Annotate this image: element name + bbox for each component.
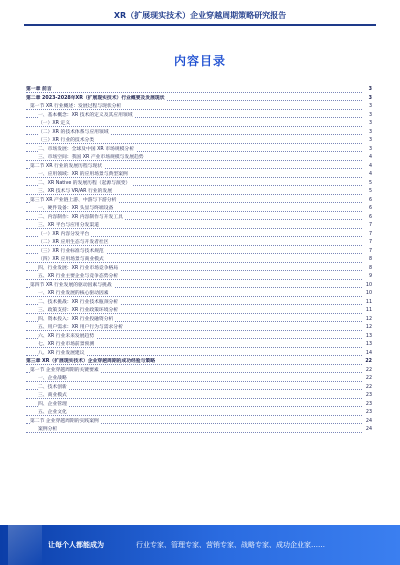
toc-entry-title: （四）XR 应用场景与商业模式 bbox=[38, 257, 104, 262]
toc-entry-title: 第四节 XR 行业发展的驱动因素与挑战 bbox=[30, 282, 112, 288]
toc-entry-title: 一、应用领域：XR 的应用场景与典型案例 bbox=[38, 172, 128, 177]
toc-entry[interactable] bbox=[26, 256, 372, 265]
toc-entry-page: 10 bbox=[365, 282, 372, 291]
toc-entry-title: 三、XR 技术与 VR/AR 行业的发展 bbox=[38, 189, 113, 194]
toc-entry-page: 11 bbox=[365, 299, 372, 308]
toc-entry-title: 六、XR 行业未来发展趋势 bbox=[38, 333, 95, 339]
toc-entry-page: 7 bbox=[368, 222, 372, 231]
toc-entry[interactable] bbox=[26, 333, 372, 342]
toc-entry-title: 二、内容制作：XR 内容制作与开发工具 bbox=[38, 214, 123, 220]
toc-entry-title: 第三章 XR（扩展现实技术）企业穿越周期的成功经验与策略 bbox=[26, 359, 155, 364]
toc-entry[interactable] bbox=[26, 367, 372, 376]
toc-entry-title: （一）XR 内容分发平台 bbox=[38, 231, 90, 237]
toc-entry-title: （二）XR 的技术体系与应用领域 bbox=[38, 129, 109, 135]
toc-entry-title: 第二节 企业穿越周期的实践案例 bbox=[30, 418, 99, 424]
toc-entry-page: 22 bbox=[365, 384, 372, 393]
toc-entry[interactable] bbox=[26, 146, 372, 155]
toc-entry-page: 3 bbox=[368, 137, 372, 146]
toc-entry[interactable] bbox=[26, 282, 372, 291]
toc-entry-title: 四、企业管理 bbox=[38, 401, 67, 407]
toc-entry-page: 23 bbox=[365, 409, 372, 418]
toc-entry-page: 12 bbox=[365, 324, 372, 333]
toc-entry-title: 四、资本投入：XR 行业投融资分析 bbox=[38, 316, 114, 322]
toc-entry-title: 一、XR 行业发展的核心驱动因素 bbox=[38, 291, 109, 296]
toc-entry-page: 8 bbox=[368, 265, 372, 274]
toc-entry-title: 第一章 前言 bbox=[26, 87, 52, 92]
toc-entry-title: 三、XR 平台与应用分发渠道 bbox=[38, 223, 99, 228]
toc-entry[interactable] bbox=[26, 214, 372, 223]
toc-entry[interactable] bbox=[26, 375, 372, 384]
footer-decoration bbox=[8, 525, 42, 565]
toc-entry-title: 一、基本概念：XR 技术的定义及其应用领域 bbox=[38, 112, 133, 118]
toc-entry-title: 四、行业发展：XR 行业市场竞争格局 bbox=[38, 265, 119, 271]
toc-entry[interactable] bbox=[26, 239, 372, 248]
footer-banner bbox=[0, 525, 400, 565]
toc-entry[interactable] bbox=[26, 120, 372, 129]
toc-entry-page: 6 bbox=[368, 205, 372, 214]
toc-entry-title: 一、硬件设备：XR 头显与终端设备 bbox=[38, 206, 114, 211]
toc-entry[interactable] bbox=[26, 409, 372, 418]
toc-entry-page: 22 bbox=[364, 358, 372, 367]
toc-entry-title: 第三节 XR 产业链上游、中游与下游分析 bbox=[30, 197, 117, 203]
toc-entry[interactable] bbox=[26, 384, 372, 393]
toc-entry-title: 二、市场发展：全球及中国 XR 市场规模分析 bbox=[38, 146, 135, 152]
toc-entry[interactable] bbox=[26, 358, 372, 367]
toc-entry-page: 10 bbox=[365, 290, 372, 299]
toc-entry[interactable] bbox=[26, 197, 372, 206]
toc-entry-title: （一）XR 定义 bbox=[38, 121, 71, 126]
toc-entry[interactable] bbox=[26, 180, 372, 189]
toc-entry-title: 五、XR 行业主要企业与竞争态势分析 bbox=[38, 274, 119, 279]
toc-entry-page: 3 bbox=[368, 146, 372, 155]
toc-entry-page: 4 bbox=[368, 163, 372, 172]
toc-entry-title: 五、企业文化 bbox=[38, 410, 67, 415]
toc-entry[interactable] bbox=[26, 273, 372, 282]
toc-entry-title: 二、技术创新 bbox=[38, 384, 67, 390]
toc-title: 内容目录 bbox=[173, 54, 226, 68]
toc-entry[interactable] bbox=[26, 265, 372, 274]
toc-entry-title: （三）XR 行业的技术分类 bbox=[38, 138, 95, 143]
toc-entry[interactable] bbox=[26, 392, 372, 401]
toc-entry[interactable] bbox=[26, 222, 372, 231]
toc-entry[interactable] bbox=[26, 86, 372, 95]
toc-entry-title: 七、XR 行业市场前景预测 bbox=[38, 342, 95, 347]
toc-entry[interactable] bbox=[26, 290, 372, 299]
toc-entry-page: 12 bbox=[365, 316, 372, 325]
toc-entry[interactable] bbox=[26, 248, 372, 257]
toc-entry[interactable] bbox=[26, 163, 372, 172]
toc-entry-page: 4 bbox=[368, 171, 372, 180]
toc-entry-page: 7 bbox=[368, 231, 372, 240]
toc-entry-title: 一、企业战略 bbox=[38, 376, 67, 381]
toc-entry[interactable] bbox=[26, 103, 372, 112]
document-header: XR（扩展现实技术）企业穿越周期策略研究报告 bbox=[24, 8, 376, 26]
toc-entry-page: 3 bbox=[368, 95, 372, 104]
toc-entry-title: 八、XR 行业发展建议 bbox=[38, 350, 85, 356]
toc-entry[interactable] bbox=[26, 137, 372, 146]
toc-entry[interactable] bbox=[26, 350, 372, 359]
toc-entry-title: 二、技术挑战：XR 行业技术瓶颈分析 bbox=[38, 299, 119, 305]
toc-entry-title: 二、XR Native 的发展历程（起源与演变） bbox=[38, 180, 131, 186]
toc-entry-page: 7 bbox=[368, 239, 372, 248]
toc-entry[interactable] bbox=[26, 154, 372, 163]
toc-entry[interactable] bbox=[26, 205, 372, 214]
toc-entry-page: 14 bbox=[365, 350, 372, 359]
toc-entry[interactable] bbox=[26, 401, 372, 410]
toc-entry[interactable] bbox=[26, 171, 372, 180]
toc-entry[interactable] bbox=[26, 299, 372, 308]
toc-entry-title: 三、政策支持：XR 行业政策环境分析 bbox=[38, 308, 119, 313]
toc-entry-page: 22 bbox=[365, 367, 372, 376]
toc-entry-title: 五、用户需求：XR 用户行为与需求分析 bbox=[38, 325, 123, 330]
toc-entry-page: 7 bbox=[368, 248, 372, 257]
toc-entry[interactable] bbox=[26, 231, 372, 240]
toc-entry[interactable] bbox=[26, 188, 372, 197]
toc-entry-page: 5 bbox=[368, 180, 372, 189]
toc-entry-page: 6 bbox=[368, 197, 372, 206]
toc-entry-page: 6 bbox=[368, 214, 372, 223]
toc-entry-page: 9 bbox=[368, 273, 372, 282]
toc-entry-title: 第一节 企业穿越周期的关键要素 bbox=[30, 367, 99, 373]
toc-entry-title: （二）XR 应用生态与开发者社区 bbox=[38, 240, 109, 245]
toc-entry[interactable] bbox=[26, 426, 372, 435]
toc-entry-page: 13 bbox=[365, 333, 372, 342]
toc-entry-page: 23 bbox=[365, 401, 372, 410]
toc-entry-page: 3 bbox=[368, 112, 372, 121]
toc-entry-page: 3 bbox=[368, 120, 372, 129]
toc-entry-page: 3 bbox=[368, 129, 372, 138]
toc-entry-title: （三）XR 行业标准与技术规范 bbox=[38, 248, 104, 254]
toc-entry-page: 11 bbox=[365, 307, 372, 316]
toc-entry-page: 24 bbox=[365, 418, 372, 427]
toc-entry-title: 案例分析 bbox=[38, 427, 58, 432]
toc-entry-page: 5 bbox=[368, 188, 372, 197]
footer-slogan: 让每个人都能成为 bbox=[48, 541, 104, 549]
toc-entry-title: 第一节 XR 行业概述：发展过程与现状分析 bbox=[30, 104, 122, 109]
toc-entry[interactable] bbox=[26, 316, 372, 325]
toc-entry-page: 13 bbox=[365, 341, 372, 350]
toc-entry[interactable] bbox=[26, 112, 372, 121]
toc-entry-title: 第二节 XR 行业的发展历程与现状 bbox=[30, 163, 103, 169]
toc-entry[interactable] bbox=[26, 341, 372, 350]
toc-entry[interactable] bbox=[26, 307, 372, 316]
toc-entry[interactable] bbox=[26, 324, 372, 333]
toc-entry[interactable] bbox=[26, 418, 372, 427]
toc-entry-title: 三、市场空间：我国 XR 产业市场规模与发展趋势 bbox=[38, 155, 144, 160]
table-of-contents bbox=[26, 86, 372, 435]
toc-entry-page: 8 bbox=[368, 256, 372, 265]
footer-roles: 行业专家、管理专家、营销专家、战略专家、成功企业家…… bbox=[136, 541, 325, 549]
toc-entry-page: 23 bbox=[365, 392, 372, 401]
toc-entry-page: 4 bbox=[368, 154, 372, 163]
toc-entry[interactable] bbox=[26, 129, 372, 138]
toc-entry-title: 三、商业模式 bbox=[38, 393, 67, 398]
toc-entry-page: 22 bbox=[365, 375, 372, 384]
toc-entry-title: 第二章 2023-2028年XR（扩展现实技术）行业概要及发展现状 bbox=[26, 95, 165, 101]
toc-entry-page: 3 bbox=[368, 86, 372, 95]
toc-entry-page: 3 bbox=[368, 103, 372, 112]
toc-entry[interactable] bbox=[26, 95, 372, 104]
toc-entry-page: 24 bbox=[365, 426, 372, 435]
